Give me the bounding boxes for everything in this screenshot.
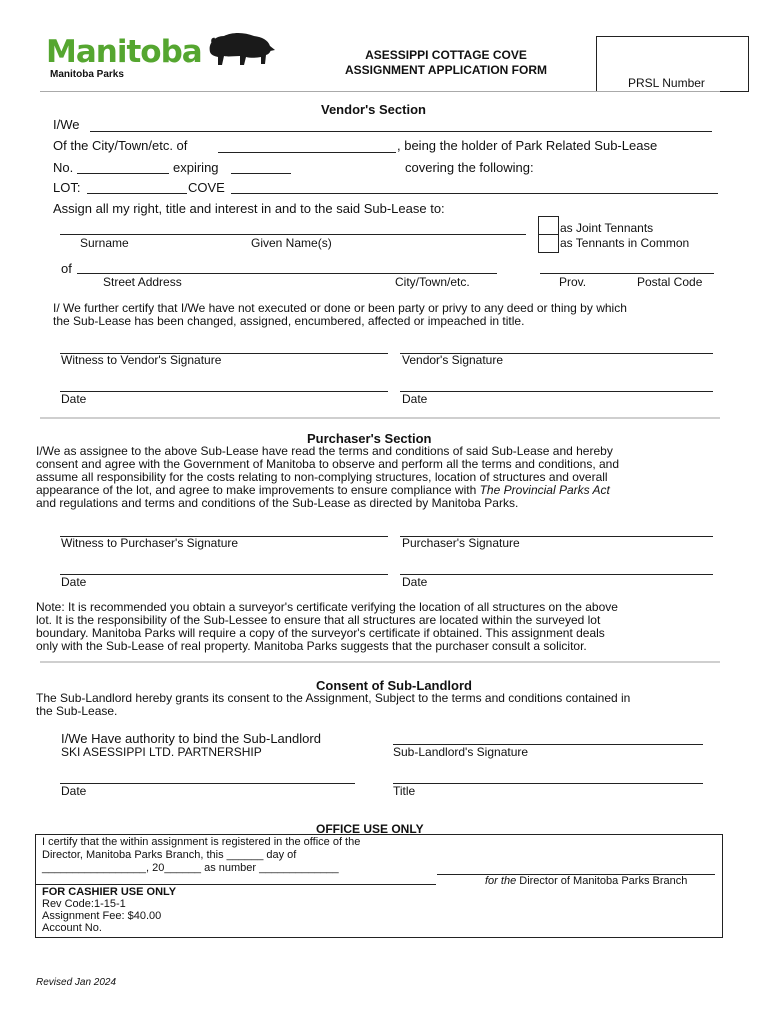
vendor-section-heading: Vendor's Section [321,102,426,117]
form-title-line2: ASSIGNMENT APPLICATION FORM [345,63,547,77]
logo-subtitle: Manitoba Parks [50,69,124,80]
landlord-section-heading: Consent of Sub-Landlord [316,678,472,693]
cove-label: COVE [188,180,225,195]
landlord-signature-caption: Sub-Landlord's Signature [393,745,529,759]
bison-icon [204,30,276,70]
prov-caption: Prov. [559,275,587,289]
purchaser-line3: assume all responsibility for the costs relating to non-complying structures, location of structures and overall [36,470,608,484]
expiring-field[interactable] [231,173,291,174]
lot-field[interactable] [87,193,187,194]
vendor-witness-caption: Witness to Vendor's Signature [61,353,222,367]
vendor-divider [40,417,720,419]
rev-code: Rev Code:1-15-1 [42,898,126,910]
city-caption: City/Town/etc. [395,275,470,289]
office-use-heading: OFFICE USE ONLY [316,822,424,836]
cashier-section [42,886,176,934]
vendor-date-caption: Date [402,392,428,406]
note-line1: Note: It is recommended you obtain a surveyor's certificate verifying the location of all structures on the above [36,600,618,614]
street-city-field[interactable] [77,273,497,274]
landlord-date-caption: Date [61,784,87,798]
iwe-label: I/We [53,117,80,132]
landlord-consent-text [36,692,736,718]
form-title [296,48,596,77]
purchaser-witness-date-field[interactable] [60,574,388,575]
registration-line3: _________________, 20______ as number _____________ [42,862,339,874]
landlord-line2: the Sub-Lease. [36,704,118,718]
vendor-certify-line2: the Sub-Lease has been changed, assigned, encumbered, affected or impeached in title. [53,314,525,328]
purchaser-line5: and regulations and terms and conditions of the Sub-Lease as directed by Manitoba Parks. [36,496,519,510]
postal-caption: Postal Code [637,275,703,289]
account-no: Account No. [42,922,102,934]
prsl-number-label: PRSL Number [628,76,705,90]
street-caption: Street Address [103,275,182,289]
of-city-field[interactable] [218,152,396,153]
assign-text: Assign all my right, title and interest in and to the said Sub-Lease to: [53,201,445,216]
registration-line1: I certify that the within assignment is registered in the office of the [42,836,361,848]
vendor-certify-text [53,302,733,328]
purchaser-agreement-text [36,445,736,510]
note-line4: only with the Sub-Lease of real property. Manitoba Parks suggests that the purchaser consult a solicitor. [36,639,587,653]
cove-field[interactable] [231,193,718,194]
vendor-witness-date-field[interactable] [60,391,388,392]
for-the-text: for the [485,875,517,887]
purchaser-signature-caption: Purchaser's Signature [402,536,520,550]
registration-line2: Director, Manitoba Parks Branch, this ______ day of [42,849,297,861]
tenants-in-common-label: as Tennants in Common [560,236,690,250]
assignee-name-field[interactable] [60,234,526,235]
covering-text: covering the following: [405,160,534,175]
prov-postal-field[interactable] [540,273,714,274]
cashier-heading: FOR CASHIER USE ONLY [42,886,177,898]
note-line2: lot. It is the responsibility of the Sub-Lessee to ensure that all structures are located within the surveyed lot [36,613,601,627]
iwe-name-field[interactable] [90,131,712,132]
purchaser-line1: I/We as assignee to the above Sub-Lease have read the terms and conditions of said Sub-Lease and hereby [36,444,613,458]
tenants-in-common-checkbox[interactable] [538,234,559,253]
registration-certificate [42,836,360,875]
note-line3: boundary. Manitoba Parks will require a copy of the surveyor's certificate if obtained. This assignment deals [36,626,605,640]
landlord-date-field[interactable] [60,783,355,784]
of-address-label: of [61,261,72,276]
office-box-divider [36,884,436,885]
sublease-no-field[interactable] [77,173,169,174]
surveyor-note [36,601,736,653]
joint-tenants-label: as Joint Tennants [560,221,654,235]
surname-caption: Surname [80,236,129,250]
director-title: Director of Manitoba Parks Branch [516,875,688,887]
form-title-line1: ASESSIPPI COTTAGE COVE [365,48,527,62]
assignment-fee: Assignment Fee: $40.00 [42,910,162,922]
purchaser-line2: consent and agree with the Government of Manitoba to observe and perform all the terms and conditions, and [36,457,620,471]
holder-text: , being the holder of Park Related Sub-Lease [397,138,658,153]
lot-label: LOT: [53,180,81,195]
vendor-certify-line1: I/ We further certify that I/We have not executed or done or been party or privy to any deed or thing by which [53,301,627,315]
vendor-signature-caption: Vendor's Signature [402,353,504,367]
landlord-title-caption: Title [393,784,416,798]
manitoba-logo [46,30,278,84]
purchaser-section-heading: Purchaser's Section [307,431,432,446]
provincial-parks-act: The Provincial Parks Act [479,483,610,497]
director-caption [485,875,687,887]
purchaser-date-field[interactable] [400,574,713,575]
landlord-line1: The Sub-Landlord hereby grants its consent to the Assignment, Subject to the terms and conditions contained in [36,691,631,705]
purchaser-date-caption: Date [402,575,428,589]
vendor-witness-date-caption: Date [61,392,87,406]
vendor-date-field[interactable] [400,391,713,392]
sublease-no-label: No. [53,160,74,175]
purchaser-line4-text: appearance of the lot, and agree to make improvements to ensure compliance with [36,483,480,497]
revised-date: Revised Jan 2024 [36,977,117,988]
purchaser-divider [40,661,720,663]
expiring-label: expiring [173,160,219,175]
joint-tenants-checkbox[interactable] [538,216,559,235]
authority-text: I/We Have authority to bind the Sub-Landlord [61,731,321,746]
logo-wordmark: Manitoba [46,34,202,70]
purchaser-witness-caption: Witness to Purchaser's Signature [61,536,239,550]
given-names-caption: Given Name(s) [251,236,332,250]
partnership-name: SKI ASESSIPPI LTD. PARTNERSHIP [61,745,262,759]
landlord-title-field[interactable] [393,783,703,784]
purchaser-witness-date-caption: Date [61,575,87,589]
of-city-label: Of the City/Town/etc. of [53,138,188,153]
header-divider [40,91,720,92]
